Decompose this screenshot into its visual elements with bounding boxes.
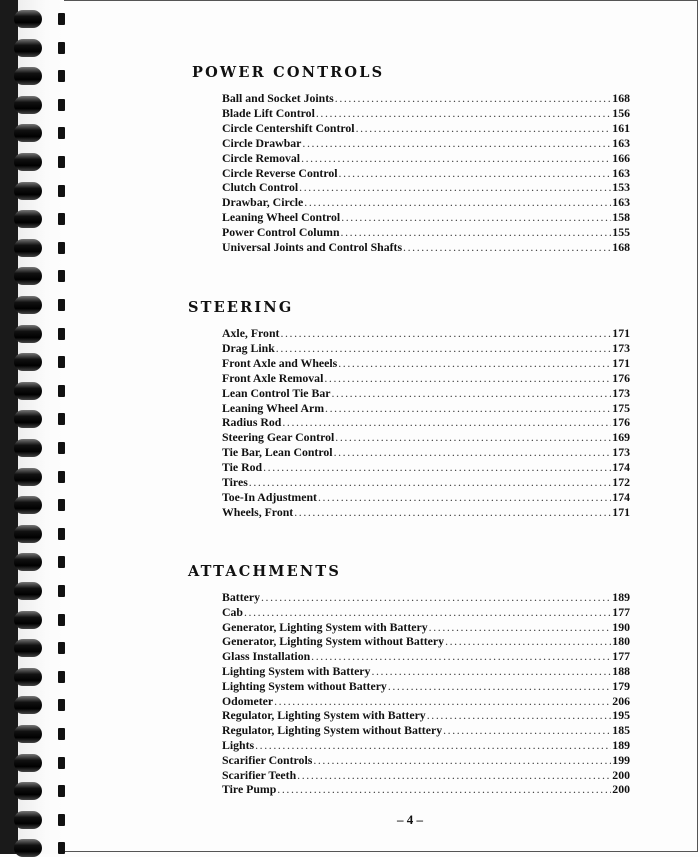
- toc-entry-page: 163: [612, 165, 630, 180]
- toc-entry-label: Tie Bar, Lean Control: [222, 445, 333, 460]
- toc-entry: [222, 401, 630, 416]
- toc-entry: [222, 753, 630, 768]
- punch-hole: [58, 13, 65, 25]
- binding-ring: [14, 668, 62, 686]
- toc-entry-page: 177: [612, 649, 630, 664]
- toc-entry-page: 174: [612, 460, 630, 475]
- toc-entry: [222, 121, 630, 136]
- toc-entry: [222, 679, 630, 694]
- punch-hole: [58, 556, 65, 568]
- section-heading-attachments: ATTACHMENTS: [188, 563, 342, 580]
- toc-entry-label: Front Axle Removal: [222, 370, 324, 385]
- ring-loop: [14, 39, 42, 57]
- punch-hole: [58, 413, 65, 425]
- toc-entry-page: 174: [612, 489, 630, 504]
- toc-entry: [222, 371, 630, 386]
- toc-entry-label: Circle Drawbar: [222, 135, 302, 150]
- dot-leader: [263, 460, 611, 475]
- toc-entry-page: 189: [612, 590, 630, 604]
- toc-entry-label: Leaning Wheel Control: [222, 210, 341, 225]
- dot-leader: [325, 401, 611, 416]
- binding-ring: [14, 839, 62, 857]
- toc-entry-page: 161: [612, 120, 630, 135]
- toc-entry: [222, 180, 630, 195]
- binding-ring: [14, 468, 62, 486]
- toc-entry-label: Generator, Lighting System without Battery: [222, 634, 445, 649]
- toc-entry-page: 168: [612, 91, 630, 105]
- punch-hole: [58, 642, 65, 654]
- toc-entry-page: 188: [612, 664, 630, 678]
- dot-leader: [339, 166, 612, 181]
- punch-hole: [58, 785, 65, 797]
- toc-entry-label: Wheels, Front: [222, 504, 294, 519]
- dot-leader: [274, 694, 611, 709]
- toc-entry-page: 156: [612, 105, 630, 120]
- toc-entry: [222, 386, 630, 401]
- binding-ring: [14, 782, 62, 800]
- punch-hole: [58, 242, 65, 254]
- toc-entry-page: 153: [612, 180, 630, 195]
- dot-leader: [429, 620, 612, 635]
- dot-leader: [334, 445, 612, 460]
- ring-loop: [14, 696, 42, 714]
- toc-entry: [222, 195, 630, 210]
- binding-ring: [14, 325, 62, 343]
- toc-entry: [222, 240, 630, 255]
- toc-entry: [222, 151, 630, 166]
- toc-entry-page: 169: [612, 430, 630, 445]
- toc-entry-label: Lights: [222, 738, 255, 752]
- ring-loop: [14, 382, 42, 400]
- toc-entry-label: Blade Lift Control: [222, 105, 315, 120]
- toc-entry-label: Regulator, Lighting System with Battery: [222, 708, 426, 723]
- dot-leader: [331, 386, 611, 401]
- section-heading-steering: STEERING: [188, 299, 294, 316]
- toc-entry-page: 177: [612, 604, 630, 619]
- ring-loop: [14, 782, 42, 800]
- toc-entry-page: 158: [612, 210, 630, 225]
- dot-leader: [403, 240, 611, 255]
- toc-entry-page: 173: [612, 385, 630, 400]
- toc-entry: [222, 106, 630, 121]
- binding-ring: [14, 725, 62, 743]
- toc-entry-label: Battery: [222, 590, 260, 604]
- toc-entry-page: 168: [612, 240, 630, 254]
- toc-entry-page: 171: [612, 504, 630, 519]
- toc-entry-page: 176: [612, 370, 630, 385]
- toc-entry-label: Clutch Control: [222, 180, 299, 195]
- punch-hole: [58, 842, 65, 854]
- toc-entry-page: 166: [612, 150, 630, 165]
- toc-entry-label: Ball and Socket Joints: [222, 91, 334, 105]
- binding-ring: [14, 267, 62, 285]
- ring-loop: [14, 754, 42, 772]
- dot-leader: [443, 723, 611, 738]
- toc-entry-page: 176: [612, 415, 630, 430]
- ring-loop: [14, 439, 42, 457]
- punch-hole: [58, 814, 65, 826]
- binding-ring: [14, 67, 62, 85]
- dot-leader: [301, 151, 611, 166]
- binding-ring: [14, 639, 62, 657]
- punch-hole: [58, 70, 65, 82]
- section-heading-power-controls: POWER CONTROLS: [192, 64, 385, 81]
- binding-ring: [14, 210, 62, 228]
- page-number: – 4 –: [397, 812, 423, 827]
- binding-ring: [14, 182, 62, 200]
- dot-leader: [244, 605, 611, 620]
- dot-leader: [311, 649, 611, 664]
- toc-entry: [222, 634, 630, 649]
- toc-entry: [222, 430, 630, 445]
- ring-loop: [14, 96, 42, 114]
- toc-entry: [222, 505, 630, 520]
- binding-ring: [14, 353, 62, 371]
- toc-entry-label: Lean Control Tie Bar: [222, 385, 331, 400]
- dot-leader: [255, 738, 611, 753]
- ring-loop: [14, 296, 42, 314]
- punch-hole: [58, 356, 65, 368]
- binding-ring: [14, 611, 62, 629]
- punch-hole: [58, 699, 65, 711]
- toc-entry-label: Circle Reverse Control: [222, 165, 338, 180]
- punch-hole: [58, 757, 65, 769]
- binding-ring: [14, 124, 62, 142]
- toc-entry-label: Circle Removal: [222, 150, 301, 165]
- toc-entry-label: Drag Link: [222, 340, 275, 355]
- toc-entry: [222, 590, 630, 605]
- toc-entry: [222, 782, 630, 797]
- toc-entry: [222, 166, 630, 181]
- punch-hole: [58, 471, 65, 483]
- dot-leader: [318, 490, 611, 505]
- toc-entry: [222, 723, 630, 738]
- toc-entry-label: Cab: [222, 604, 243, 619]
- punch-hole: [58, 42, 65, 54]
- toc-entry-page: 172: [612, 475, 630, 489]
- dot-leader: [277, 782, 611, 797]
- ring-loop: [14, 325, 42, 343]
- toc-entry-label: Generator, Lighting System with Battery: [222, 619, 428, 634]
- toc-entry: [222, 415, 630, 430]
- ring-loop: [14, 10, 42, 28]
- dot-leader: [297, 768, 611, 783]
- punch-hole: [58, 671, 65, 683]
- toc-entry-page: 155: [612, 225, 630, 240]
- binding-ring: [14, 582, 62, 600]
- dot-leader: [324, 371, 611, 386]
- dot-leader: [261, 590, 611, 605]
- binding-ring: [14, 410, 62, 428]
- toc-entry-page: 171: [612, 355, 630, 370]
- punch-hole: [58, 385, 65, 397]
- dot-leader: [335, 91, 612, 106]
- punch-hole: [58, 585, 65, 597]
- ring-loop: [14, 582, 42, 600]
- ring-loop: [14, 525, 42, 543]
- punch-hole: [58, 442, 65, 454]
- ring-loop: [14, 182, 42, 200]
- punch-hole: [58, 185, 65, 197]
- toc-entry-label: Radius Rod: [222, 415, 282, 430]
- punch-hole: [58, 99, 65, 111]
- toc-entry: [222, 460, 630, 475]
- punch-hole: [58, 614, 65, 626]
- toc-entry: [222, 445, 630, 460]
- dot-leader: [341, 225, 612, 240]
- dot-leader: [341, 210, 611, 225]
- binding-ring: [14, 96, 62, 114]
- dot-leader: [276, 341, 612, 356]
- toc-entry-label: Lighting System without Battery: [222, 678, 387, 693]
- binding-ring: [14, 496, 62, 514]
- toc-entry: [222, 356, 630, 371]
- ring-loop: [14, 639, 42, 657]
- punch-hole: [58, 156, 65, 168]
- toc-entry: [222, 490, 630, 505]
- dot-leader: [427, 708, 612, 723]
- toc-entry-page: 173: [612, 445, 630, 460]
- punch-hole: [58, 270, 65, 282]
- toc-entry-page: 171: [612, 326, 630, 340]
- toc-entry-page: 189: [612, 738, 630, 752]
- toc-entry-page: 175: [612, 400, 630, 415]
- toc-entry-label: Glass Installation: [222, 649, 311, 664]
- toc-entry-label: Regulator, Lighting System without Battery: [222, 723, 443, 738]
- ring-loop: [14, 410, 42, 428]
- ring-loop: [14, 210, 42, 228]
- dot-leader: [313, 753, 611, 768]
- ring-loop: [14, 67, 42, 85]
- binding-ring: [14, 439, 62, 457]
- toc-entry-page: 185: [612, 723, 630, 738]
- toc-entry: [222, 649, 630, 664]
- toc-entry: [222, 326, 630, 341]
- toc-entry-page: 200: [612, 782, 630, 797]
- dot-leader: [299, 180, 611, 195]
- dot-leader: [304, 195, 611, 210]
- toc-entry: [222, 768, 630, 783]
- toc-entry-label: Scarifier Teeth: [222, 767, 297, 782]
- binding-ring: [14, 525, 62, 543]
- dot-leader: [371, 664, 611, 679]
- toc-entry-page: 163: [612, 135, 630, 150]
- toc-entry: [222, 708, 630, 723]
- ring-loop: [14, 153, 42, 171]
- toc-entry-label: Universal Joints and Control Shafts: [222, 240, 403, 254]
- dot-leader: [280, 326, 611, 341]
- toc-entry-page: 180: [612, 634, 630, 649]
- toc-entry-page: 190: [612, 619, 630, 634]
- toc-entry-label: Toe-In Adjustment: [222, 489, 317, 504]
- toc-entry-label: Tires: [222, 475, 248, 489]
- toc-entry: [222, 694, 630, 709]
- binding-ring: [14, 153, 62, 171]
- toc-entry-label: Power Control Column: [222, 225, 340, 240]
- ring-loop: [14, 124, 42, 142]
- binding-ring: [14, 696, 62, 714]
- toc-entry: [222, 664, 630, 679]
- toc-entry-label: Steering Gear Control: [222, 430, 335, 445]
- dot-leader: [445, 634, 611, 649]
- toc-entry-label: Scarifier Controls: [222, 752, 313, 767]
- dot-leader: [302, 136, 611, 151]
- toc-entry: [222, 620, 630, 635]
- ring-loop: [14, 496, 42, 514]
- ring-loop: [14, 811, 42, 829]
- toc-entry-label: Front Axle and Wheels: [222, 355, 338, 370]
- ring-loop: [14, 468, 42, 486]
- binding-ring: [14, 553, 62, 571]
- toc-entry-label: Lighting System with Battery: [222, 664, 371, 678]
- punch-hole: [58, 728, 65, 740]
- ring-loop: [14, 553, 42, 571]
- toc-entry: [222, 605, 630, 620]
- ring-loop: [14, 725, 42, 743]
- binding-ring: [14, 811, 62, 829]
- toc-entry: [222, 341, 630, 356]
- toc-entry-page: 206: [612, 693, 630, 708]
- ring-loop: [14, 267, 42, 285]
- toc-entry-label: Leaning Wheel Arm: [222, 400, 325, 415]
- toc-entry-label: Tire Pump: [222, 782, 277, 797]
- dot-leader: [338, 356, 611, 371]
- toc-entry: [222, 91, 630, 106]
- binding-ring: [14, 10, 62, 28]
- toc-entry: [222, 225, 630, 240]
- ring-loop: [14, 353, 42, 371]
- toc-entry-page: 173: [612, 340, 630, 355]
- binding-ring: [14, 239, 62, 257]
- spiral-binding: [0, 0, 64, 854]
- toc-entry-page: 199: [612, 752, 630, 767]
- toc-entry-label: Odometer: [222, 693, 274, 708]
- punch-hole: [58, 499, 65, 511]
- toc-entry: [222, 738, 630, 753]
- binding-ring: [14, 382, 62, 400]
- ring-loop: [14, 839, 42, 857]
- dot-leader: [249, 475, 612, 490]
- binding-ring: [14, 296, 62, 314]
- toc-entry: [222, 136, 630, 151]
- ring-loop: [14, 239, 42, 257]
- toc-entry-page: 195: [612, 708, 630, 723]
- toc-entry: [222, 475, 630, 490]
- punch-hole: [58, 127, 65, 139]
- toc-entry-label: Tie Rod: [222, 460, 263, 475]
- toc-entry-page: 179: [612, 678, 630, 693]
- binding-ring: [14, 754, 62, 772]
- dot-leader: [282, 415, 611, 430]
- toc-entry: [222, 210, 630, 225]
- punch-hole: [58, 328, 65, 340]
- toc-entry-label: Axle, Front: [222, 326, 280, 340]
- dot-leader: [388, 679, 611, 694]
- toc-entry-label: Drawbar, Circle: [222, 195, 304, 210]
- toc-entry-label: Circle Centershift Control: [222, 120, 355, 135]
- punch-hole: [58, 213, 65, 225]
- dot-leader: [356, 121, 612, 136]
- dot-leader: [335, 430, 611, 445]
- ring-loop: [14, 611, 42, 629]
- dot-leader: [294, 505, 611, 520]
- punch-hole: [58, 299, 65, 311]
- punch-hole: [58, 528, 65, 540]
- ring-loop: [14, 668, 42, 686]
- toc-entry-page: 163: [612, 195, 630, 210]
- toc-entry-page: 200: [612, 767, 630, 782]
- binding-ring: [14, 39, 62, 57]
- dot-leader: [316, 106, 611, 121]
